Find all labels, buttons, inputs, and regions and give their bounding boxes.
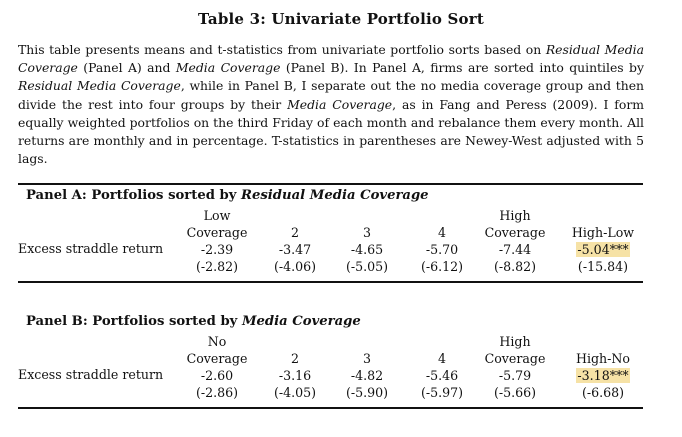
panel-b-title-prefix: Panel B: Portfolios sorted by (26, 314, 242, 329)
panel_a-tstat-cell: (-4.06) (273, 259, 317, 274)
panel_b-tstat-cell: (-6.68) (581, 385, 625, 400)
panel_a-mean-cell: -2.39 (200, 242, 234, 257)
panel_b-header-line1: High (499, 334, 531, 349)
panel_a-row-label: Excess straddle return (18, 241, 164, 256)
caption-text: (Panel B). In Panel A, firms are sorted into quintiles by (280, 60, 644, 76)
panel_b-header-line2: 3 (362, 351, 371, 366)
panel_a-tstat-cell: (-15.84) (577, 259, 629, 274)
panel_a-header-line2: Coverage (484, 225, 546, 240)
table-title: Table 3: Univariate Portfolio Sort (198, 10, 484, 28)
panel_a-header-line2: 2 (290, 225, 299, 240)
panel-a-title-prefix: Panel A: Portfolios sorted by (26, 188, 242, 203)
caption-text: , while in Panel B, I separate out the no media coverage group and then divide the rest into four groups by their (18, 78, 645, 112)
panel-b-title (26, 314, 361, 329)
caption-italic: Residual Media Coverage (18, 42, 644, 76)
panel_b-mean-cell (558, 367, 648, 384)
panel_b-tstat-cell: (-5.66) (493, 385, 537, 400)
panel_a-mean-cell: -4.65 (350, 242, 384, 257)
top-rule (18, 183, 643, 185)
panel_a-header-line2: 3 (362, 225, 371, 240)
caption-text: This table presents means and t-statistics from univariate portfolio sorts based on (18, 42, 546, 57)
panel_a-header-line1: High (499, 208, 531, 223)
panel_a-header-line2: 4 (437, 225, 446, 240)
panel_a-mean-cell (558, 241, 648, 258)
panel_a-highlighted-spread: -5.04*** (577, 242, 629, 257)
panel_b-mean-cell: -3.16 (278, 368, 312, 383)
panel-b-title-italic: Media Coverage (241, 314, 361, 329)
panel_a-header-line2: High-Low (571, 225, 635, 240)
panel_b-mean-cell: -5.46 (425, 368, 459, 383)
caption-text: (Panel A) and (77, 60, 176, 76)
panel_a-header-line2: Coverage (186, 225, 248, 240)
caption-text: , as in Fang and Peress (2009). I form equally weighted portfolios on the third Friday of each month and rebalance them every month. All returns are monthly and in percentage. T-statistics in parentheses are Newey-West adjusted with 5 lags. (18, 96, 644, 167)
panel_a-tstat-cell: (-5.05) (345, 259, 389, 274)
panel_a-tstat-cell: (-2.82) (195, 259, 239, 274)
panel_b-mean-cell: -4.82 (350, 368, 384, 383)
panel_b-header-line2: Coverage (186, 351, 248, 366)
table-caption (18, 41, 644, 168)
panel_b-mean-cell: -2.60 (200, 368, 234, 383)
panel_a-mean-cell: -5.70 (425, 242, 459, 257)
caption-italic: Media Coverage (175, 60, 281, 76)
panel_b-header-line2: High-No (575, 351, 631, 366)
panel_b-tstat-cell: (-5.97) (420, 385, 464, 400)
panel_b-highlighted-spread: -3.18*** (577, 368, 629, 383)
panel-a-bottom-rule (18, 281, 643, 283)
panel_b-header-line1: No (207, 334, 227, 349)
panel-a-title-italic: Residual Media Coverage (241, 188, 429, 203)
panel_b-tstat-cell: (-4.05) (273, 385, 317, 400)
panel_a-header-line1: Low (203, 208, 231, 223)
panel-a-title (26, 188, 429, 203)
panel_b-tstat-cell: (-5.90) (345, 385, 389, 400)
panel_a-mean-cell: -3.47 (278, 242, 312, 257)
panel_a-tstat-cell: (-8.82) (493, 259, 537, 274)
bottom-rule (18, 407, 643, 409)
panel_b-header-line2: Coverage (484, 351, 546, 366)
panel_b-header-line2: 4 (437, 351, 446, 366)
panel_b-header-line2: 2 (290, 351, 299, 366)
caption-italic: Residual Media Coverage (18, 78, 181, 94)
caption-italic: Media Coverage (287, 96, 393, 112)
panel_b-tstat-cell: (-2.86) (195, 385, 239, 400)
panel_b-row-label: Excess straddle return (18, 367, 164, 382)
panel_b-mean-cell: -5.79 (498, 368, 532, 383)
panel_a-mean-cell: -7.44 (498, 242, 532, 257)
panel_a-tstat-cell: (-6.12) (420, 259, 464, 274)
